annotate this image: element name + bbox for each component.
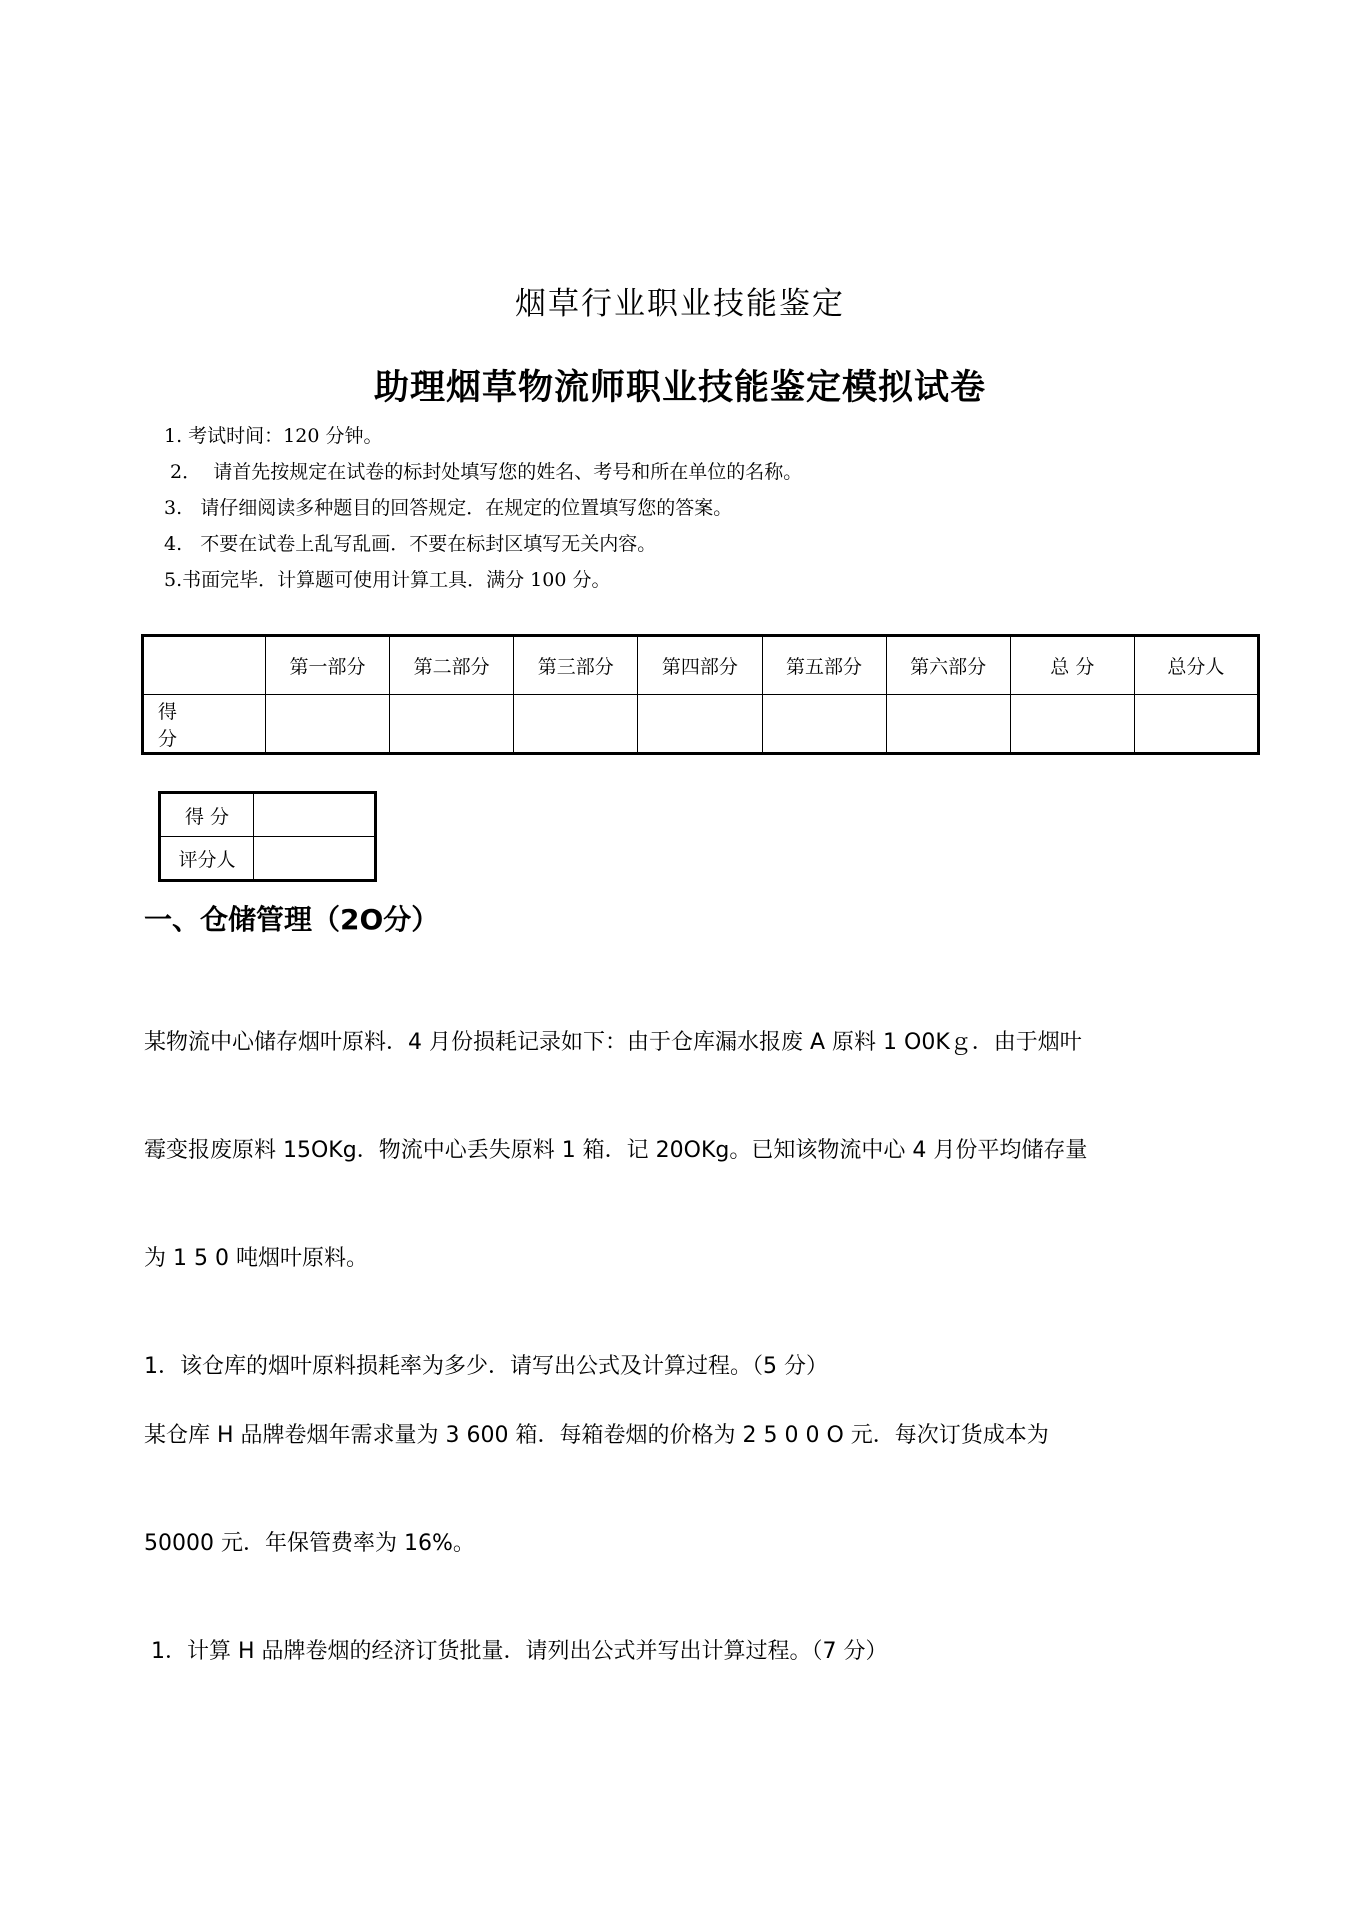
section-grader-table — [158, 791, 377, 882]
section-1-heading: 一、仓储管理（2O分） — [144, 903, 440, 936]
instruction-item: 3. 请仔细阅读多种题目的回答规定．在规定的位置填写您的答案。 — [164, 497, 733, 519]
score-cell-part-4[interactable] — [638, 695, 762, 754]
instruction-item: 2． 请首先按规定在试卷的标封处填写您的姓名、考号和所在单位的名称。 — [164, 461, 803, 483]
score-cell-part-6[interactable] — [886, 695, 1010, 754]
org-title: 烟草行业职业技能鉴定 — [515, 286, 845, 322]
score-table-score-row — [143, 695, 1259, 754]
score-cell-part-3[interactable] — [514, 695, 638, 754]
header-part-6: 第六部分 — [886, 636, 1010, 695]
score-cell-total[interactable] — [1010, 695, 1134, 754]
instruction-item: 5.书面完毕．计算题可使用计算工具．满分 100 分。 — [164, 569, 611, 591]
score-cell-grader[interactable] — [1134, 695, 1258, 754]
header-total-grader: 总分人 — [1134, 636, 1258, 695]
header-part-5: 第五部分 — [762, 636, 886, 695]
header-part-4: 第四部分 — [638, 636, 762, 695]
problem-1-question: 1．该仓库的烟叶原料损耗率为多少．请写出公式及计算过程。（5 分） — [144, 1354, 828, 1379]
grader-score-cell[interactable] — [254, 793, 376, 837]
instruction-item: 4. 不要在试卷上乱写乱画．不要在标封区填写无关内容。 — [164, 533, 657, 555]
problem-2-question: 1．计算 H 品牌卷烟的经济订货批量．请列出公式并写出计算过程。（7 分） — [144, 1639, 888, 1664]
header-part-3: 第三部分 — [514, 636, 638, 695]
score-summary-table — [141, 634, 1260, 755]
problem-1-line: 为 1 5 0 吨烟叶原料。 — [144, 1246, 368, 1271]
problem-2-line: 50000 元．年保管费率为 16%。 — [144, 1531, 475, 1556]
score-table-corner-cell — [143, 636, 266, 695]
problem-1-line: 某物流中心储存烟叶原料．4 月份损耗记录如下：由于仓库漏水报废 A 原料 1 O0Kｇ．由于烟叶 — [144, 1030, 1082, 1055]
header-part-2: 第二部分 — [390, 636, 514, 695]
grader-name-cell[interactable] — [254, 837, 376, 881]
score-cell-part-1[interactable] — [266, 695, 390, 754]
grader-score-label: 得 分 — [160, 793, 254, 837]
score-row-label: 得分 — [143, 695, 266, 754]
problem-1-line: 霉变报废原料 15OKg．物流中心丢失原料 1 箱．记 20OKg。已知该物流中心 4 月份平均储存量 — [144, 1138, 1088, 1163]
problem-2-text — [144, 1346, 1264, 1706]
score-cell-part-5[interactable] — [762, 695, 886, 754]
exam-title: 助理烟草物流师职业技能鉴定模拟试卷 — [373, 367, 986, 408]
instruction-item: 1. 考试时间：120 分钟。 — [164, 425, 383, 447]
grader-name-label: 评分人 — [160, 837, 254, 881]
instructions-list — [164, 418, 802, 598]
header-total-score: 总 分 — [1010, 636, 1134, 695]
score-cell-part-2[interactable] — [390, 695, 514, 754]
score-table-header-row — [143, 636, 1259, 695]
header-part-1: 第一部分 — [266, 636, 390, 695]
problem-2-line: 某仓库 H 品牌卷烟年需求量为 3 600 箱．每箱卷烟的价格为 2 5 0 0 O 元．每次订货成本为 — [144, 1423, 1049, 1448]
